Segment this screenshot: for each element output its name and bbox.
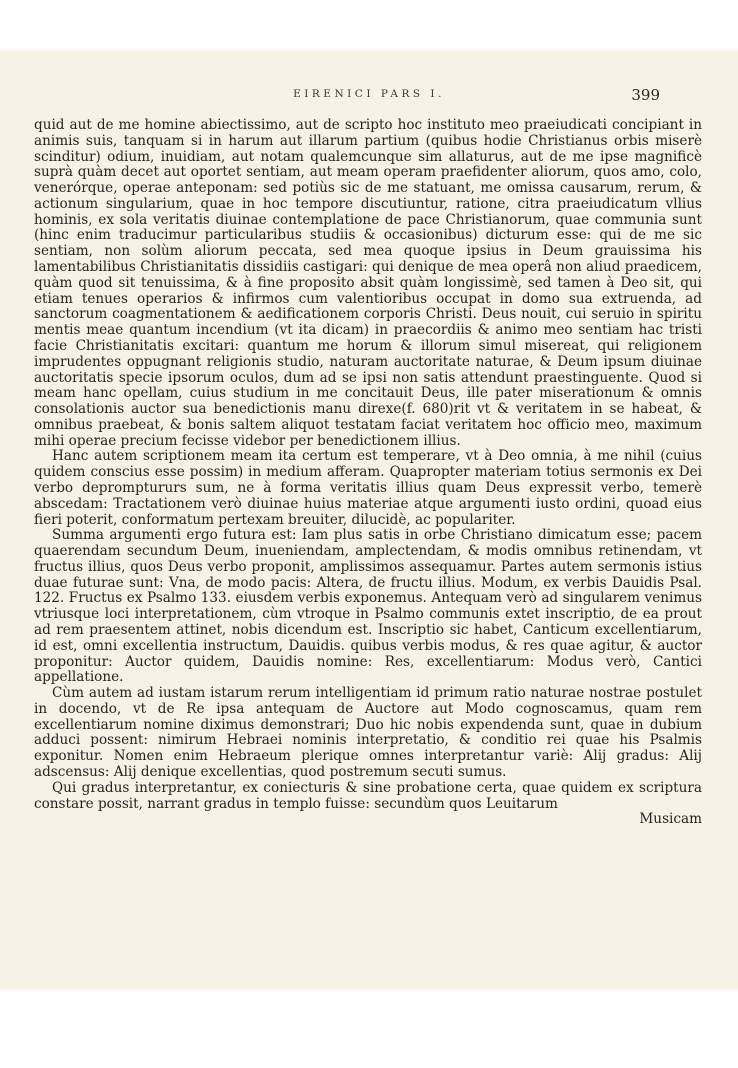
page-header	[34, 86, 704, 106]
paragraph-intelligentia: Cùm autem ad iustam istarum rerum intelligentiam id primum ratio naturae nostrae postulet in docendo, vt de Re ipsa antequam de Auctore aut Modo cognoscamus, quam rem excellentiarum nomine diximus demonstrari; Duo hic nobis expendenda sunt, quae in dubium adduci possent: nimirum Hebraei nominis interpretatio, & conditio rei quae his Psalmis exponitur. Nomen enim Hebraeum plerique omnes interpretantur variè: Alij gradus: Alij adscensus: Alij denique excellentias, quod postremum secuti sumus.	[34, 685, 702, 781]
paragraph-gradus: Qui gradus interpretantur, ex coniecturis & sine probatione certa, quae quidem ex scriptura constare possit, narrant gradus in templo fuisse: secundùm quos Leuitarum	[34, 779, 702, 812]
catchword: Musicam	[639, 811, 702, 828]
paragraph-summa: Summa argumenti ergo futura est: Iam plus satis in orbe Christiano dimicatum esse; pacem quaerendam secundum Deum, inueniendam, amplectendam, & modis omnibus retinendam, vt fructus illius, quos Deus verbo proponit, amplissimos assequamur. Partes autem sermonis istius duae futurae sunt: Vna, de modo pacis: Altera, de fructu illius. Modum, ex verbis Dauidis Psal. 122. Fructus ex Psalmo 133. eiusdem verbis exponemus. Antequam verò ad singularem venimus vtriusque loci interpretationem, cùm vtroque in Psalmo communis extet inscriptio, de ea prout ad rem praesentem attinet, nobis dicendum est. Inscriptio sic habet, Canticum excellentiarum, id est, omni excellentia instructum, Dauidis. quibus verbis modus, & res quae agitur, & auctor proponitur: Auctor quidem, Dauidis nomine: Res, excellentiarum: Modus verò, Cantici appellatione.	[34, 527, 702, 686]
running-head: EIRENICI PARS I.	[293, 88, 445, 100]
paragraph-continued: quid aut de me homine abiectissimo, aut de scripto hoc instituto meo praeiudicati concipiant in animis suis, tanquam si in harum aut illarum partium (quibus hodie Christianus orbis miserè scinditur) odium, inuidiam, aut notam qualemcunque sim allaturus, aut de me ipse magnificè suprà quàm decet aut oportet sentiam, aut meam operam praefidenter aliorum, quos amo, colo, venerórque, operae anteponam: sed potiùs sic de me statuant, me omissa causarum, rerum, & actionum singularium, quae in hoc tempore discutiuntur, ratione, citra praeiudicatum vllius hominis, ex sola veritatis diuinae contemplatione de pace Christianorum, quae communia sunt (hinc enim traducimur particularibus studiis & occasionibus) dicturum esse: qui de me sic sentiam, non solùm aliorum peccata, sed mea quoque ipsius in Deum grauissima his lamentabilibus Christianitatis dissidiis castigari: qui denique de mea operâ non aliud praedicem, quàm quod sit tenuissima, & à fine proposito absit quàm longissimè, sed tamen à Deo sit, qui etiam tenues operarios & infirmos cum valentioribus occupat in domo sua extruenda, ad sanctorum coagmentationem & aedificationem corporis Christi. Deus nouit, cui seruio in spiritu mentis meae quantum incendium (vt ita dicam) in praecordiis & animo meo sentiam hac tristi facie Christianitatis excitari: quantum me horum & illorum simul misereat, qui religionem imprudentes oppugnant religionis studio, naturam auctoritate naturae, & Deum ipsum diuinae auctoritatis specie ipsorum oculos, dum ad se ipsi non satis attendunt praestinguente. Quod si meam hanc opellam, cuius studium in me concitauit Deus, ille pater miserationum & omnis consolationis auctor sua benedictionis manu direxe(f. 680)rit vt & veritatem in se habeat, & omnibus praebeat, & bonis saltem aliquot testatam faciat veritatem hoc officio meo, maximum mihi operae precium fecisse videbor per benedictionem illius.	[34, 117, 702, 449]
body-text	[34, 118, 702, 828]
paragraph-scriptio: Hanc autem scriptionem meam ita certum est temperare, vt à Deo omnia, à me nihil (cuius quidem conscius esse possim) in medium afferam. Quapropter materiam totius sermonis ex Dei verbo depromptururs sum, ne à forma veritatis illius quam Deus expressit verbo, temerè abscedam: Tractationem verò diuinae huius materiae atque argumenti iusto ordini, quoad eius fieri poterit, conformatum pertexam breuiter, dilucidè, ac populariter.	[34, 448, 702, 528]
page-number: 399	[631, 86, 660, 104]
